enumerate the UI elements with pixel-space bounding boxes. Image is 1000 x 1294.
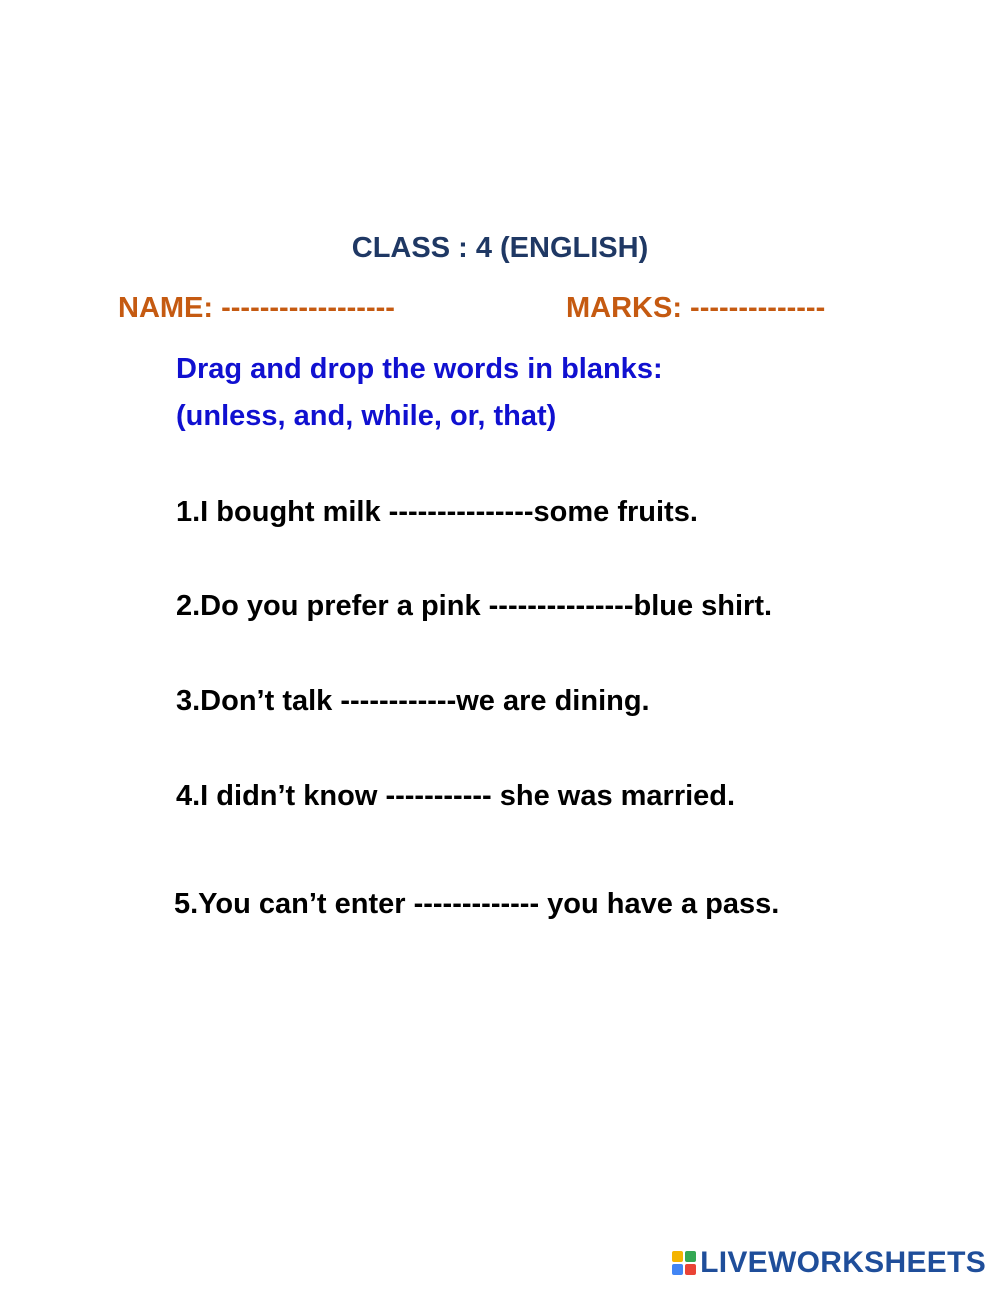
- logo-square: [685, 1251, 696, 1262]
- word-bank: (unless, and, while, or, that): [176, 400, 557, 432]
- logo-text: LIVEWORKSHEETS: [700, 1246, 986, 1279]
- question-2: 2.Do you prefer a pink ---------------blue shirt.: [176, 590, 773, 622]
- logo-icon: [672, 1251, 696, 1275]
- question-4: 4.I didn’t know ----------- she was married.: [176, 780, 736, 812]
- question-1: 1.I bought milk ---------------some fruits.: [176, 496, 698, 528]
- question-3: 3.Don’t talk ------------we are dining.: [176, 685, 650, 717]
- logo-square: [685, 1264, 696, 1275]
- marks-field: MARKS: --------------: [566, 292, 826, 324]
- worksheet-title: CLASS : 4 (ENGLISH): [351, 232, 649, 264]
- logo-square: [672, 1264, 683, 1275]
- logo-square: [672, 1251, 683, 1262]
- question-5: 5.You can’t enter ------------- you have a pass.: [174, 888, 780, 920]
- liveworksheets-logo: [672, 1246, 986, 1280]
- instruction-text: Drag and drop the words in blanks:: [176, 353, 663, 385]
- name-field: NAME: ------------------: [118, 292, 395, 324]
